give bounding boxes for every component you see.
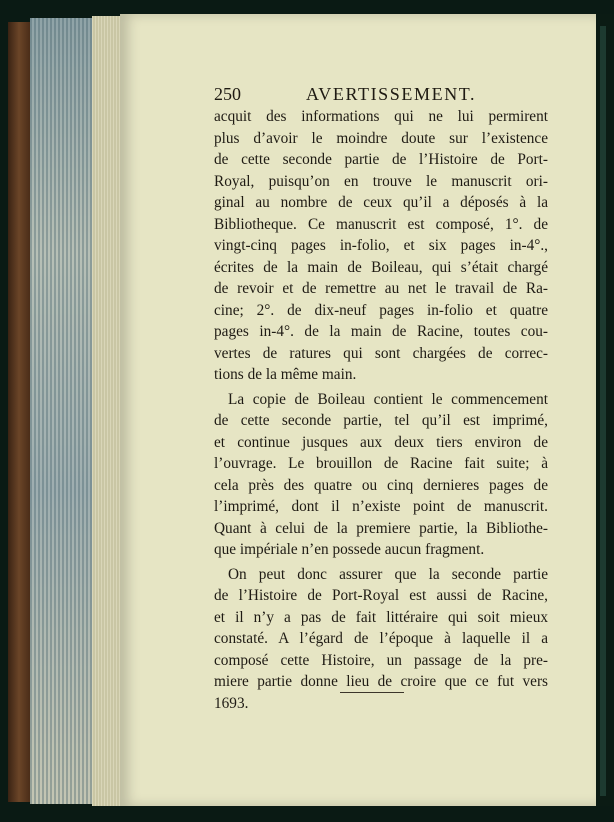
text-line: vertes de ratures qui sont chargées de correc- (214, 344, 548, 362)
text-line: de cette seconde partie, tel qu’il est imprimé, (214, 412, 548, 429)
text-line: pages in-4°. de la main de Racine, toutes cou- (214, 323, 548, 340)
body-text (214, 106, 548, 714)
text-line: miere partie donne lieu de croire que ce fut vers (214, 673, 548, 690)
text-line: On peut donc assurer que la seconde partie (228, 565, 548, 583)
text-line: acquit des informations qui ne lui permirent (214, 108, 548, 125)
text-line: plus d’avoir le moindre doute sur l’existence (214, 129, 548, 147)
text-line: et il n’y a pas de fait littéraire qui soit mieux (214, 608, 548, 626)
text-line: de cette seconde partie de l’Histoire de Port- (214, 151, 548, 168)
end-rule (340, 692, 404, 693)
text-line: vingt-cinq pages in-folio, et six pages in-4°., (214, 237, 548, 254)
paragraph-2 (214, 389, 548, 561)
page-edges (30, 18, 92, 804)
text-line: l’ouvrage. Le brouillon de Racine fait suite; à (214, 455, 548, 472)
text-line: Bibliotheque. Ce manuscrit est composé, 1°. de (214, 215, 548, 233)
text-line: et continue jusques aux deux tiers environ de (214, 433, 548, 451)
text-line: tions de la même main. (214, 366, 357, 383)
text-line: écrites de la main de Boileau, qui s’était chargé (214, 258, 548, 276)
text-line: l’imprimé, dont il n’existe point de manuscrit. (214, 498, 548, 515)
text-line: cine; 2°. de dix-neuf pages in-folio et quatre (214, 301, 548, 319)
paragraph-1 (214, 106, 548, 386)
text-line: composé cette Histoire, un passage de la pre- (214, 651, 548, 669)
text-line: ginal au nombre de ceux qu’il a déposés à la (214, 194, 548, 211)
right-cover (596, 14, 614, 806)
text-line: constaté. A l’égard de l’époque à laquelle il a (214, 630, 548, 647)
page-number: 250 (214, 84, 241, 104)
text-line: de revoir et de remettre au net le travail de Ra- (214, 280, 548, 297)
text-line: La copie de Boileau contient le commencement (228, 390, 548, 408)
text-line: que impériale n’en possede aucun fragment. (214, 541, 485, 558)
text-line: de l’Histoire de Port-Royal est aussi de Racine, (214, 587, 548, 604)
page-stack (92, 16, 122, 806)
running-header (214, 84, 548, 108)
text-line: 1693. (214, 694, 249, 712)
left-cover (8, 22, 30, 802)
text-line: Quant à celui de la premiere partie, la Bibliothe- (214, 519, 548, 537)
text-line: Royal, puisqu’on en trouve le manuscrit ori- (214, 172, 548, 190)
running-title: AVERTISSEMENT. (306, 84, 477, 104)
text-line: cela près des quatre ou cinq dernieres pages de (214, 476, 548, 494)
